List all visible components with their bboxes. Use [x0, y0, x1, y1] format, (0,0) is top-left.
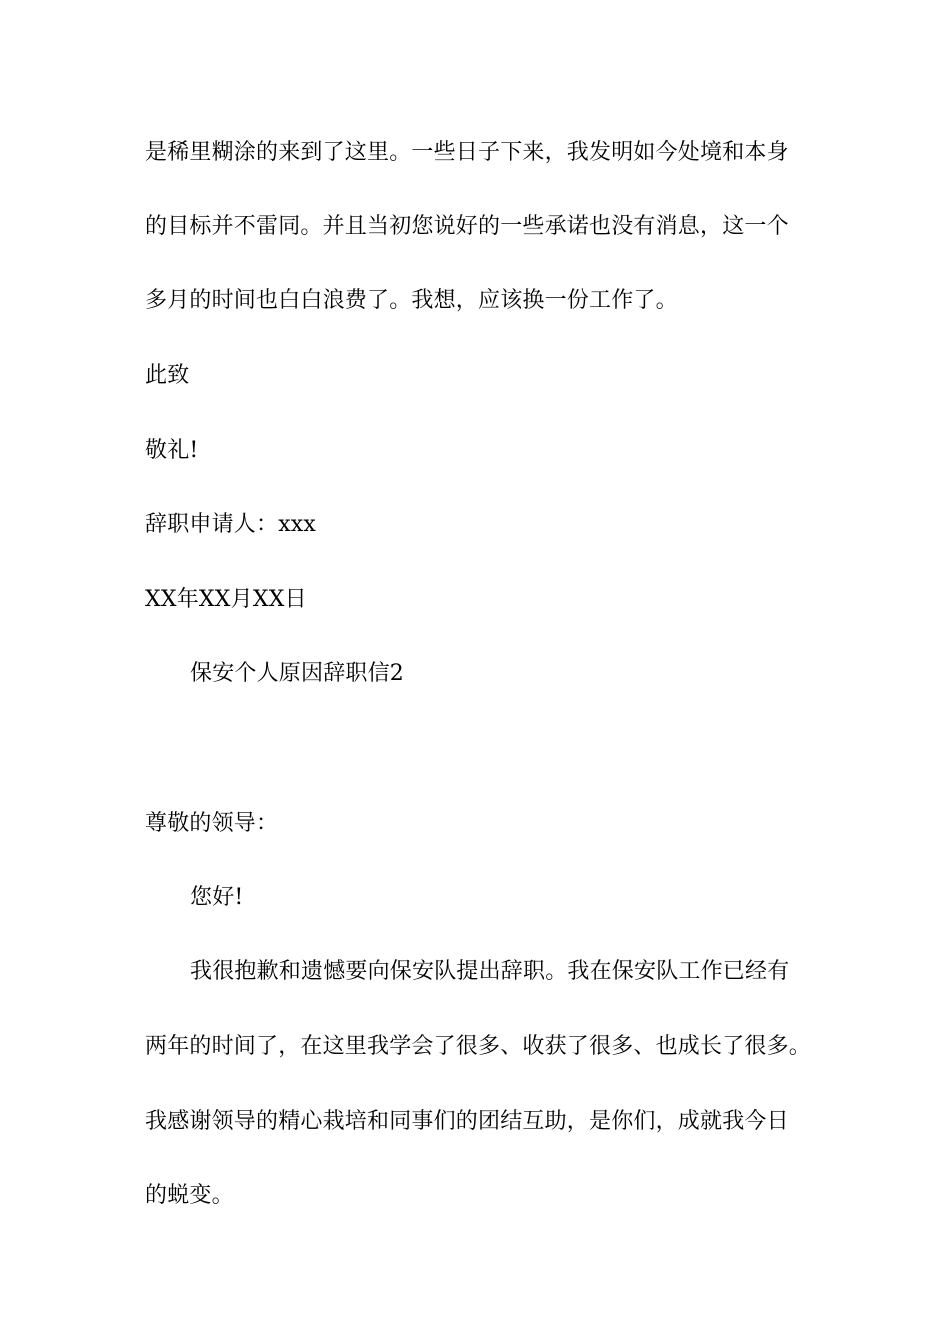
paragraph-line: 的目标并不雷同。并且当初您说好的一些承诺也没有消息，这一个 [145, 214, 789, 239]
date-line: XX年XX月XX日 [145, 587, 307, 612]
paragraph-line: 我很抱歉和遗憾要向保安队提出辞职。我在保安队工作已经有 [190, 959, 790, 984]
paragraph-line: 我感谢领导的精心栽培和同事们的团结互助，是你们，成就我今日 [145, 1109, 789, 1134]
signature-line: 辞职申请人：xxx [145, 512, 317, 537]
paragraph-line: 多月的时间也白白浪费了。我想，应该换一份工作了。 [145, 288, 678, 313]
greeting-line: 尊敬的领导： [145, 811, 279, 836]
paragraph-line: 的蜕变。 [145, 1183, 234, 1208]
greeting-line: 您好! [190, 885, 244, 910]
closing-line: 此致 [145, 363, 190, 388]
paragraph-line: 是稀里糊涂的来到了这里。一些日子下来，我发明如今处境和本身 [145, 140, 789, 165]
paragraph-line: 两年的时间了，在这里我学会了很多、收获了很多、也成长了很多。 [145, 1034, 812, 1059]
salutation-line: 敬礼! [145, 438, 199, 463]
section-title: 保安个人原因辞职信2 [190, 661, 404, 686]
